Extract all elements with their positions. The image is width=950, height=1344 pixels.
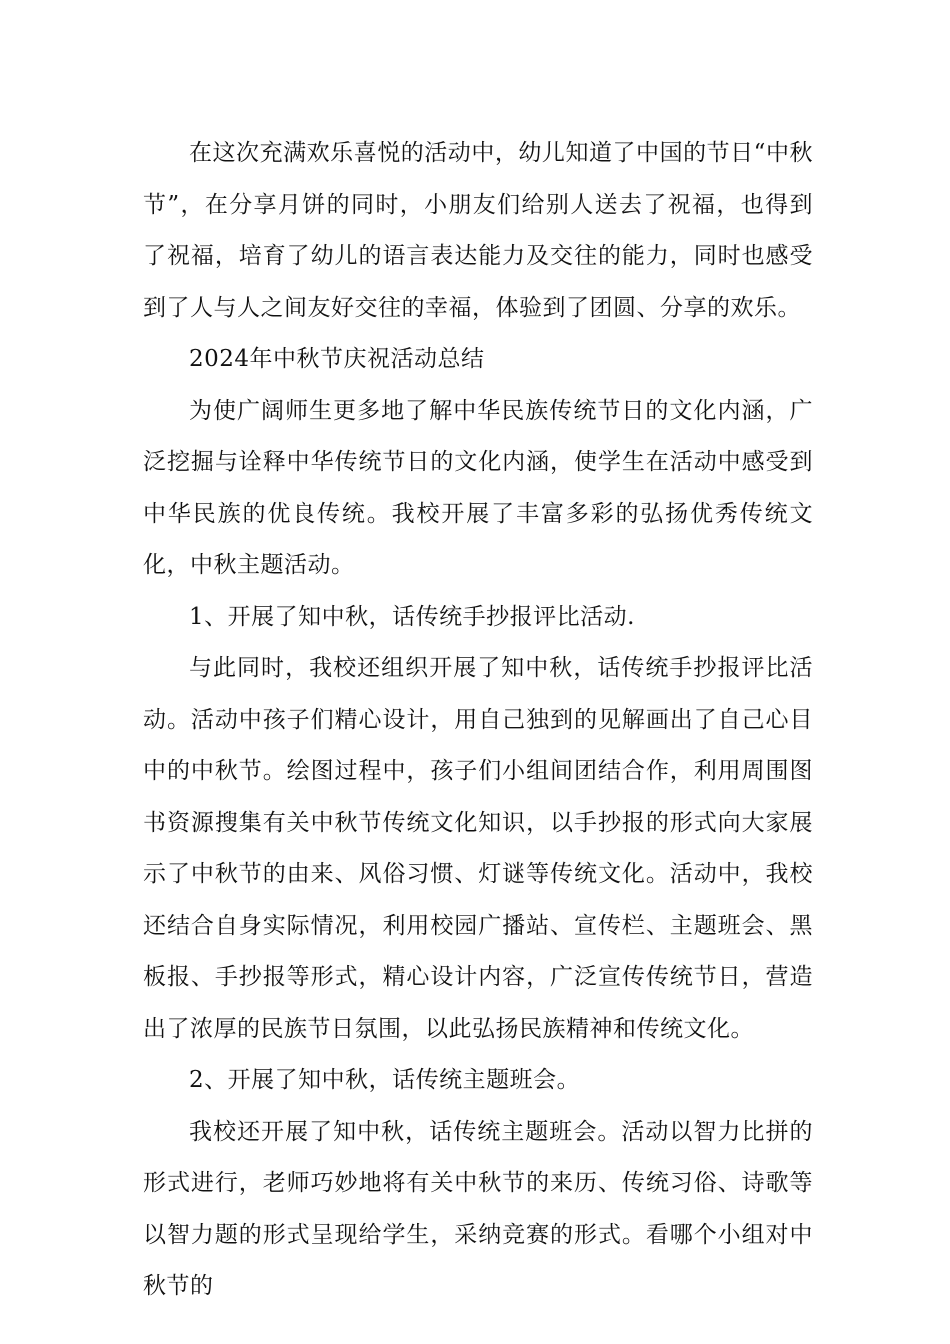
activity-heading-1: 1、开展了知中秋，话传统手抄报评比活动. xyxy=(189,603,635,630)
paragraph-purpose: 为使广阔师生更多地了解中华民族传统节日的文化内涵，广泛挖掘与诠释中华传统节日的文化内涵，使学生在活动中感受到中华民族的优良传统。我校开展了丰富多彩的弘扬优秀传统文化，中秋主题活动。 xyxy=(143,397,813,578)
section-title: 2024年中秋节庆祝活动总结 xyxy=(189,346,485,372)
activity-heading-2: 2、开展了知中秋，话传统主题班会。 xyxy=(189,1067,581,1093)
paragraph-activity-2: 我校还开展了知中秋，话传统主题班会。活动以智力比拼的形式进行，老师巧妙地将有关中秋节的来历、传统习俗、诗歌等以智力题的形式呈现给学生，采纳竞赛的形式。看哪个小组对中秋节的 xyxy=(143,1118,813,1299)
document-body xyxy=(143,128,813,1313)
paragraph-intro: 在这次充满欢乐喜悦的活动中，幼儿知道了中国的节日“中秋节”，在分享月饼的同时，小朋友们给别人送去了祝福，也得到了祝福，培育了幼儿的语言表达能力及交往的能力，同时也感受到了人与人之间友好交往的幸福，体验到了团圆、分享的欢乐。 xyxy=(143,140,813,321)
paragraph-activity-1: 与此同时，我校还组织开展了知中秋，话传统手抄报评比活动。活动中孩子们精心设计，用自己独到的见解画出了自己心目中的中秋节。绘图过程中，孩子们小组间团结合作，利用周围图书资源搜集有关中秋节传统文化知识，以手抄报的形式向大家展示了中秋节的由来、风俗习惯、灯谜等传统文化。活动中，我校还结合自身实际情况，利用校园广播站、宣传栏、主题班会、黑板报、手抄报等形式，精心设计内容，广泛宣传传统节日，营造出了浓厚的民族节日氛围，以此弘扬民族精神和传统文化。 xyxy=(143,655,813,1042)
